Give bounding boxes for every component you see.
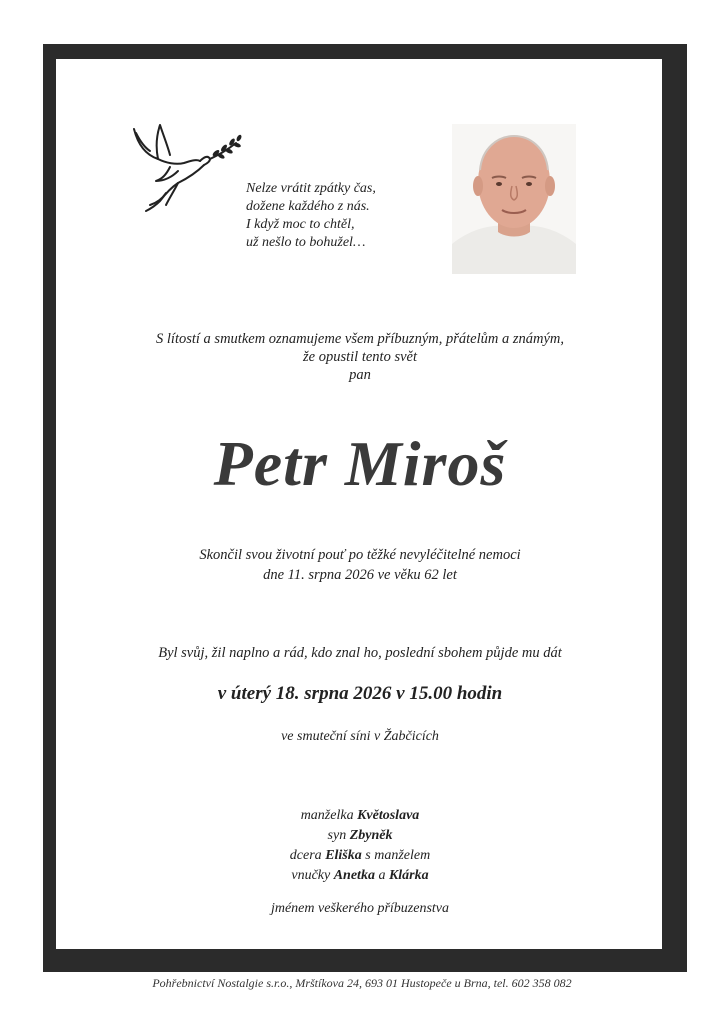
mourners-list <box>60 806 660 886</box>
mourner-relation: dcera <box>289 848 326 863</box>
mourner-relation: vnučky <box>291 868 334 883</box>
portrait-photo <box>452 124 576 274</box>
mourner-suffix: a <box>374 868 389 883</box>
mourner-relation: manželka <box>300 808 358 823</box>
mourner-line <box>60 846 660 866</box>
mourner-name: Eliška <box>325 848 362 863</box>
announcement-line: že opustil tento svět <box>303 349 417 365</box>
poem-line: I když moc to chtěl, <box>246 217 355 232</box>
family-line: jménem veškerého příbuzenstva <box>270 901 450 916</box>
poem-line: už nešlo to bohužel… <box>246 235 366 250</box>
death-notice-line: dne 11. srpna 2026 ve věku 62 let <box>263 567 457 583</box>
mourner-name: Anetka <box>333 868 375 883</box>
death-notice-line: Skončil svou životní pouť po těžké nevyléčitelné nemoci <box>199 547 521 563</box>
announcement-line: pan <box>349 367 371 383</box>
dove-icon <box>126 115 246 220</box>
farewell-text: Byl svůj, žil naplno a rád, kdo znal ho, poslední sbohem půjde mu dát <box>158 645 562 661</box>
death-notice <box>60 545 660 585</box>
mourner-line <box>60 806 660 826</box>
announcement <box>60 330 660 384</box>
mourner-suffix: s manželem <box>361 848 431 863</box>
announcement-line: S lítostí a smutkem oznamujeme všem příbuzným, přátelům a známým, <box>156 331 564 347</box>
funeral-place: ve smuteční síni v Žabčicích <box>281 729 439 744</box>
poem-line: dožene každého z nás. <box>246 199 370 214</box>
poem <box>246 180 446 252</box>
mourner-name: Květoslava <box>357 808 420 823</box>
mourner-name: Klárka <box>388 868 429 883</box>
funeral-service-footer: Pohřebnictví Nostalgie s.r.o., Mrštíkova 24, 693 01 Hustopeče u Brna, tel. 602 358 082 <box>152 976 572 990</box>
mourner-relation: syn <box>327 828 350 843</box>
poem-line: Nelze vrátit zpátky čas, <box>246 181 376 196</box>
mourner-name: Zbyněk <box>349 828 393 843</box>
funeral-datetime: v úterý 18. srpna 2026 v 15.00 hodin <box>217 683 503 704</box>
mourner-line <box>60 826 660 846</box>
deceased-name: Petr Miroš <box>213 428 507 499</box>
mourner-line <box>60 866 660 886</box>
